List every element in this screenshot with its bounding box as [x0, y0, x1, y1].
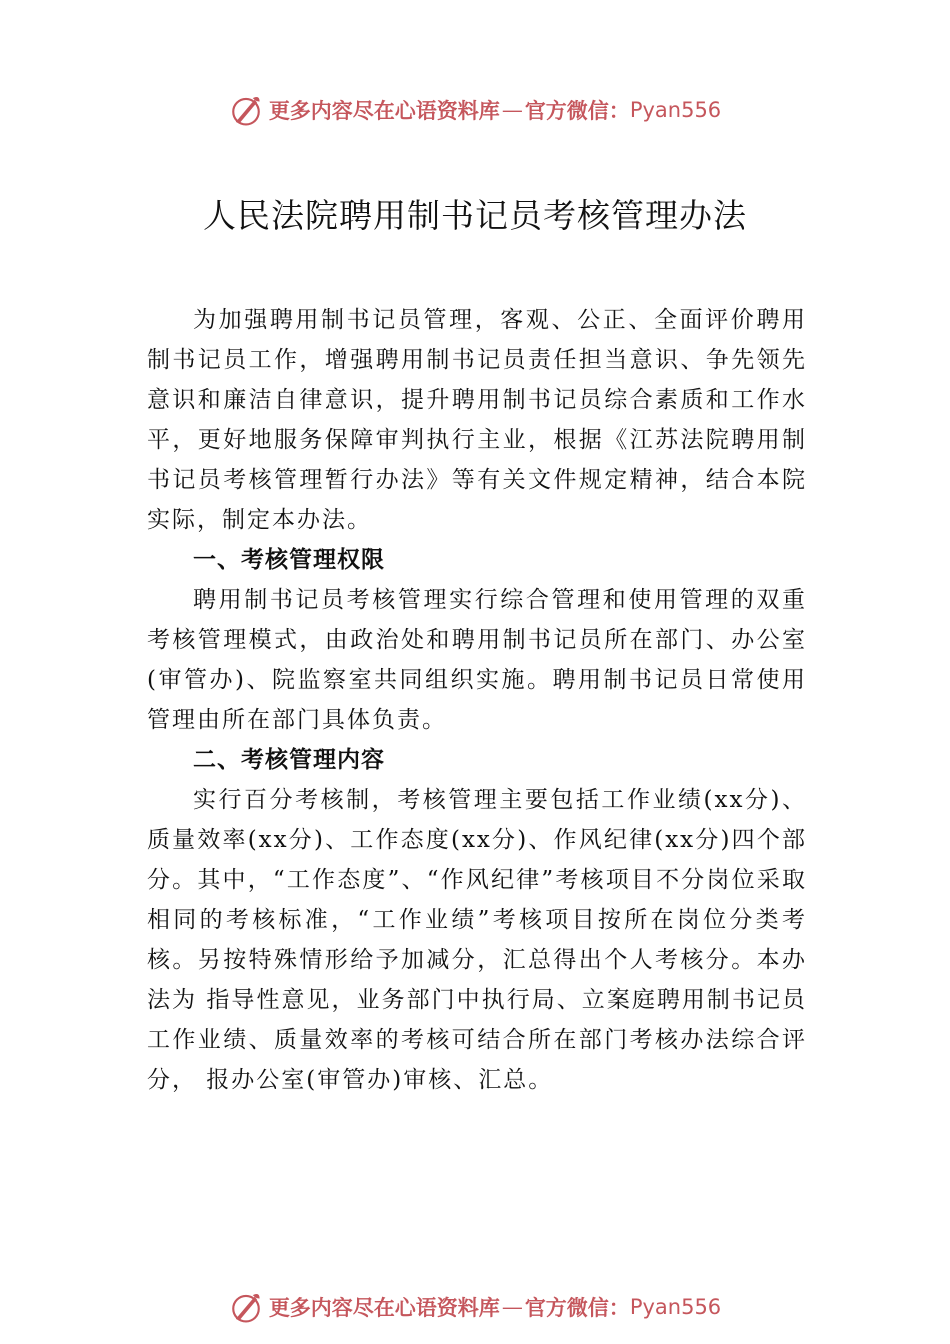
- document-body: [147, 300, 807, 1100]
- document-title: 人民法院聘用制书记员考核管理办法: [203, 196, 747, 235]
- watermark-wechat-id: Pyan556: [629, 1295, 722, 1319]
- section-paragraph: 实行百分考核制，考核管理主要包括工作业绩(xx分)、质量效率(xx分)、工作态度(xx分)、作风纪律(xx分)四个部分。其中，“工作态度”、“作风纪律”考核项目不分岗位采取 相同的考核标准，“工作业绩”考核项目按所在岗位分类考核。另按特殊情形给予加减分，汇总得出个人考核分。本办法为 指导性意见，业务部门中执行局、立案庭聘用制书记员工作业绩、质量效率的考核可结合所在部门考核办法综合评分， 报办公室(审管办)审核、汇总。: [147, 787, 807, 1093]
- watermark-dash: —: [501, 1295, 523, 1319]
- quill-logo-icon: [229, 93, 263, 127]
- section-paragraph: 聘用制书记员考核管理实行综合管理和使用管理的双重考核管理模式，由政治处和聘用制书记员所在部门、办公室(审管办)、院监察室共同组织实施。聘用制书记员日常使用管理由所在部门具体负责。: [147, 587, 807, 733]
- watermark-official: 官方微信：: [524, 98, 630, 123]
- intro-paragraph: 为加强聘用制书记员管理，客观、公正、全面评价聘用制书记员工作，增强聘用制书记员责任担当意识、争先领先意识和廉洁自律意识，提升聘用制书记员综合素质和工作水平，更好地服务保障审判执行主业，根据《江苏法院聘用制书记员考核管理暂行办法》等有关文件规定精神，结合本院实际，制定本办法。: [147, 307, 807, 533]
- header-watermark: [0, 93, 950, 127]
- watermark-text: 更多内容尽在心语资料库: [268, 1295, 500, 1320]
- section-heading: 一、考核管理权限: [193, 547, 385, 573]
- section-heading: 二、考核管理内容: [193, 747, 385, 773]
- watermark-official: 官方微信：: [524, 1295, 630, 1320]
- watermark-wechat-id: Pyan556: [629, 98, 722, 122]
- watermark-text: 更多内容尽在心语资料库: [268, 98, 500, 123]
- footer-watermark: [0, 1290, 950, 1324]
- watermark-dash: —: [501, 98, 523, 122]
- quill-logo-icon: [229, 1290, 263, 1324]
